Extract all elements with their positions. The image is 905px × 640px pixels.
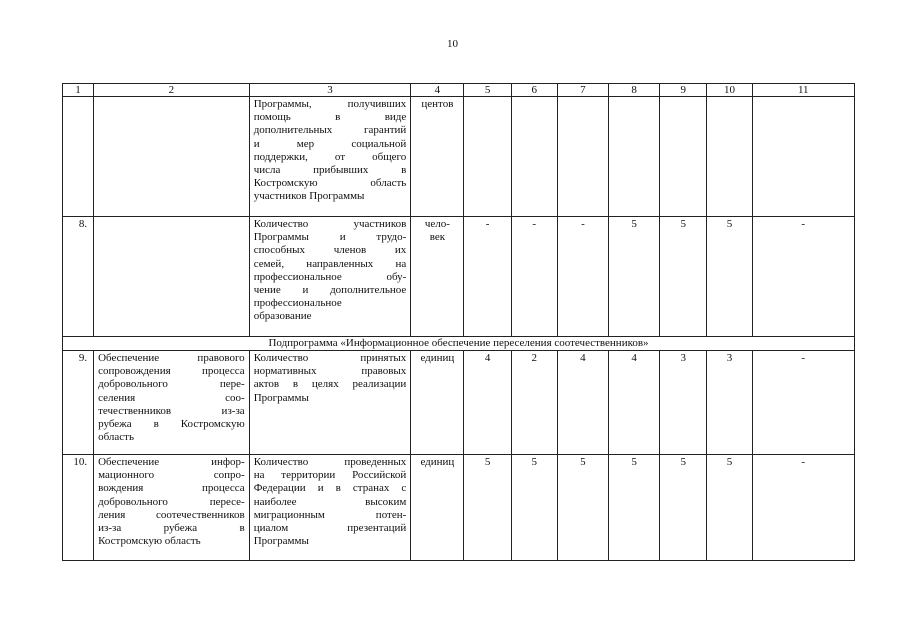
unit-cell: [411, 97, 464, 217]
table-header-row: [63, 84, 855, 97]
table-row: [63, 455, 855, 561]
column-header: 5: [464, 84, 511, 97]
value-cell: [707, 97, 752, 217]
indicator-cell: [249, 217, 411, 337]
column-header: 9: [660, 84, 707, 97]
value-cell: [609, 97, 660, 217]
text-line: участников Программы: [253, 190, 365, 203]
value-cell: 5: [464, 455, 511, 561]
text-line: на территории Российской: [253, 469, 407, 482]
value-cell: 5: [557, 455, 608, 561]
value-cell: 5: [609, 217, 660, 337]
page-number: 10: [447, 38, 458, 50]
value-cell: 5: [707, 217, 752, 337]
text-line: Костромскую область: [253, 177, 407, 190]
value-cell: 4: [464, 351, 511, 455]
text-line: Количество проведенных: [253, 456, 407, 468]
note-cell: [752, 97, 854, 217]
value-cell: 5: [660, 217, 707, 337]
text-line: мационного сопро-: [98, 469, 245, 482]
text-line: селения соо-: [98, 391, 245, 404]
column-header: 11: [752, 84, 854, 97]
data-table: [62, 83, 855, 561]
unit-cell: [411, 217, 464, 337]
text-line: век: [429, 231, 446, 244]
text-line: поддержки, от общего: [253, 150, 407, 163]
text-line: нормативных правовых: [253, 365, 407, 378]
activity-cell: [94, 455, 250, 561]
table-row: [63, 351, 855, 455]
row-number: [63, 97, 94, 217]
text-line: Программы и трудо-: [253, 231, 407, 244]
text-line: течественников из-за: [98, 404, 245, 417]
text-line: Количество участников: [253, 218, 407, 230]
column-header: 7: [557, 84, 608, 97]
value-cell: [660, 97, 707, 217]
indicator-cell: [249, 455, 411, 561]
column-header: 6: [511, 84, 557, 97]
text-line: центов: [421, 98, 454, 110]
text-line: единиц: [420, 352, 455, 364]
value-cell: 2: [511, 351, 557, 455]
value-cell: -: [464, 217, 511, 337]
text-line: Обеспечение инфор-: [98, 456, 245, 468]
text-line: Программы, получивших: [253, 98, 407, 110]
text-line: циалом презентаций: [253, 522, 407, 535]
activity-cell: [94, 97, 250, 217]
row-number: 10.: [63, 455, 94, 561]
text-line: образование: [253, 310, 312, 323]
note-cell: -: [752, 351, 854, 455]
value-cell: 3: [707, 351, 752, 455]
value-cell: [557, 97, 608, 217]
column-header: 3: [249, 84, 411, 97]
text-line: миграционным потен-: [253, 508, 407, 521]
text-line: Программы: [253, 535, 309, 548]
text-line: область: [98, 431, 135, 444]
value-cell: 3: [660, 351, 707, 455]
unit-cell: [411, 351, 464, 455]
value-cell: [464, 97, 511, 217]
text-line: сопровождения процесса: [98, 365, 245, 378]
text-line: из-за рубежа в: [98, 522, 245, 535]
text-line: добровольного пере-: [98, 378, 245, 391]
activity-cell: [94, 217, 250, 337]
text-line: чело-: [424, 218, 450, 230]
column-header: 1: [63, 84, 94, 97]
value-cell: 4: [557, 351, 608, 455]
value-cell: -: [557, 217, 608, 337]
column-header: 4: [411, 84, 464, 97]
text-line: профессиональное: [253, 297, 342, 310]
text-line: ления соотечественников: [98, 508, 245, 521]
text-line: дополнительных гарантий: [253, 124, 407, 137]
text-line: семей, направленных на: [253, 257, 407, 270]
note-cell: -: [752, 217, 854, 337]
column-header: 10: [707, 84, 752, 97]
text-line: рубежа в Костромскую: [98, 418, 245, 431]
table-row: [63, 97, 855, 217]
text-line: вождения процесса: [98, 482, 245, 495]
text-line: Количество принятых: [253, 352, 407, 364]
value-cell: -: [511, 217, 557, 337]
subprogram-row: [63, 337, 855, 351]
text-line: добровольного пересе-: [98, 495, 245, 508]
value-cell: [511, 97, 557, 217]
text-line: Федерации и в странах с: [253, 482, 407, 495]
indicator-cell: [249, 351, 411, 455]
unit-cell: [411, 455, 464, 561]
indicator-cell: [249, 97, 411, 217]
text-line: Обеспечение правового: [98, 352, 245, 364]
text-line: единиц: [420, 456, 455, 468]
value-cell: 5: [609, 455, 660, 561]
activity-cell: [94, 351, 250, 455]
subprogram-title: Подпрограмма «Информационное обеспечение переселения соотечественников»: [63, 337, 855, 351]
value-cell: 5: [511, 455, 557, 561]
column-header: 2: [94, 84, 250, 97]
value-cell: 4: [609, 351, 660, 455]
value-cell: 5: [660, 455, 707, 561]
column-header: 8: [609, 84, 660, 97]
text-line: Костромскую область: [98, 535, 201, 548]
note-cell: -: [752, 455, 854, 561]
text-line: способных членов их: [253, 244, 407, 257]
row-number: 9.: [63, 351, 94, 455]
table-row: [63, 217, 855, 337]
value-cell: 5: [707, 455, 752, 561]
text-line: чение и дополнительное: [253, 284, 407, 297]
text-line: числа прибывших в: [253, 164, 407, 177]
text-line: актов в целях реализации: [253, 378, 407, 391]
text-line: профессиональное обу-: [253, 270, 407, 283]
text-line: помощь в виде: [253, 111, 407, 124]
row-number: 8.: [63, 217, 94, 337]
text-line: наиболее высоким: [253, 495, 407, 508]
text-line: Программы: [253, 391, 309, 404]
text-line: и мер социальной: [253, 137, 407, 150]
